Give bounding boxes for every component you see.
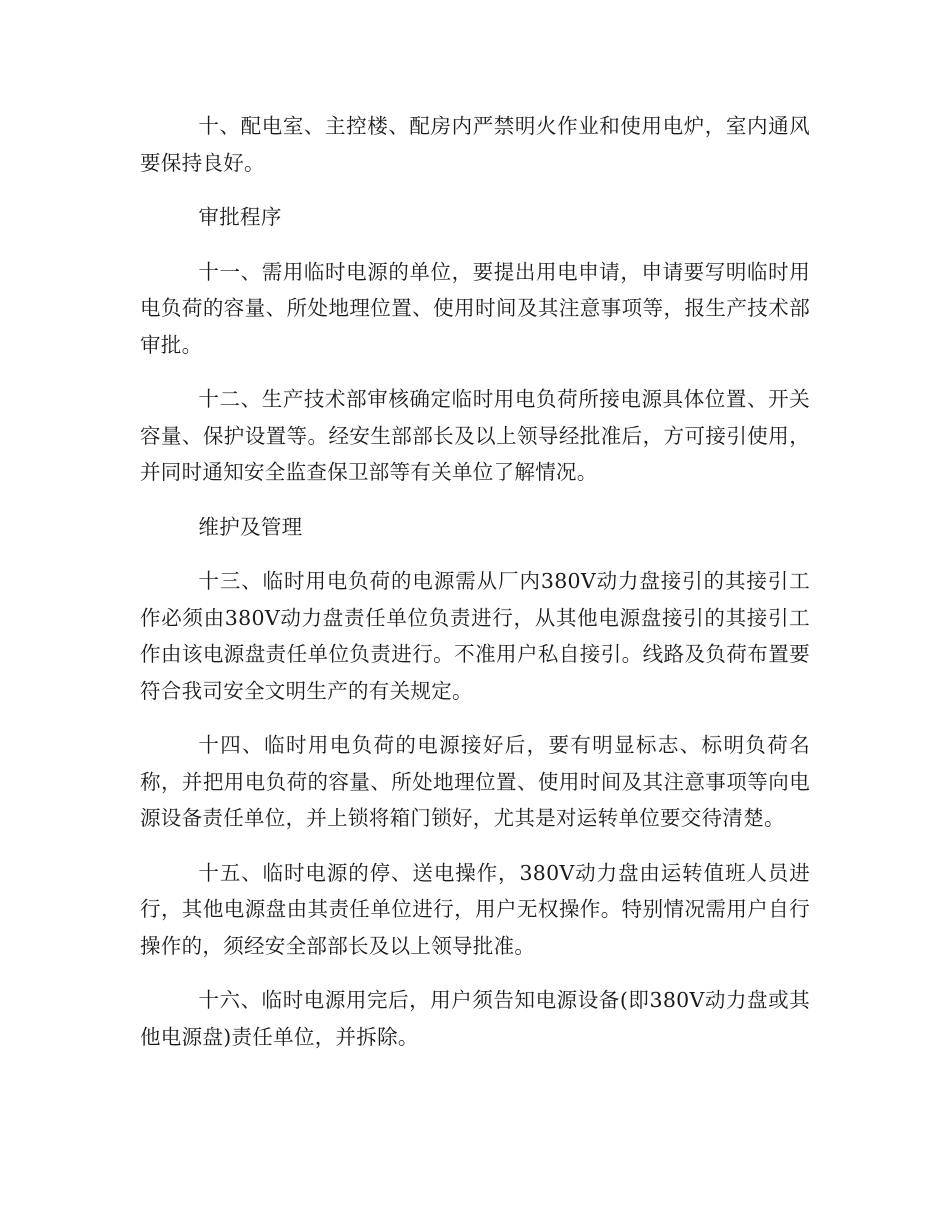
- paragraph-14: 十四、临时用电负荷的电源接好后，要有明显标志、标明负荷名称，并把用电负荷的容量、所处地理位置、使用时间及其注意事项等向电源设备责任单位，并上锁将箱门锁好，尤其是对运转单位要交待清楚。: [140, 733, 810, 830]
- paragraph-13: 十三、临时用电负荷的电源需从厂内380V动力盘接引的其接引工作必须由380V动力盘责任单位负责进行，从其他电源盘接引的其接引工作由该电源盘责任单位负责进行。不准用户私自接引。线路及负荷布置要符合我司安全文明生产的有关规定。: [140, 569, 810, 703]
- paragraph-11: 十一、需用临时电源的单位，要提出用电申请，申请要写明临时用电负荷的容量、所处地理位置、使用时间及其注意事项等，报生产技术部审批。: [140, 259, 810, 357]
- paragraph-15: 十五、临时电源的停、送电操作，380V动力盘由运转值班人员进行，其他电源盘由其责任单位进行，用户无权操作。特别情况需用户自行操作的，须经安全部部长及以上领导批准。: [140, 860, 810, 958]
- section-heading-approval: 审批程序: [198, 205, 282, 229]
- paragraph-16: 十六、临时电源用完后，用户须告知电源设备(即380V动力盘或其他电源盘)责任单位，并拆除。: [140, 988, 810, 1049]
- paragraph-12: 十二、生产技术部审核确定临时用电负荷所接电源具体位置、开关容量、保护设置等。经安生部部长及以上领导经批准后，方可接引使用，并同时通知安全监查保卫部等有关单位了解情况。: [140, 387, 810, 484]
- document-body: [140, 108, 810, 1073]
- section-heading-maintenance: 维护及管理: [198, 514, 303, 539]
- paragraph-10: 十、配电室、主控楼、配房内严禁明火作业和使用电炉，室内通风要保持良好。: [140, 114, 810, 175]
